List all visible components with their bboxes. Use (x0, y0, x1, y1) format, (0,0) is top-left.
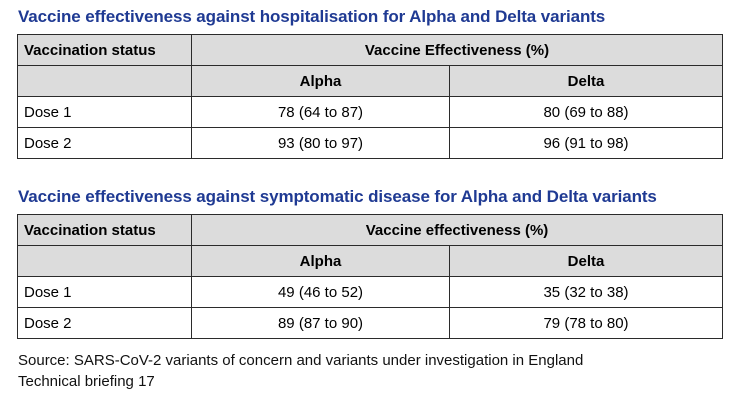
empty-header-cell (18, 66, 192, 97)
hospitalisation-table-title: Vaccine effectiveness against hospitalisation for Alpha and Delta variants (18, 7, 606, 26)
dose-label: Dose 1 (18, 277, 192, 308)
delta-header: Delta (450, 66, 723, 97)
empty-header-cell (18, 246, 192, 277)
vaccine-effectiveness-header: Vaccine Effectiveness (%) (192, 35, 723, 66)
alpha-value: 49 (46 to 52) (192, 277, 450, 308)
table-row (18, 277, 723, 308)
alpha-header: Alpha (192, 246, 450, 277)
source-line: Source: SARS-CoV-2 variants of concern and variants under investigation in England (18, 352, 584, 369)
vaccination-status-header: Vaccination status (18, 35, 192, 66)
vaccination-status-header: Vaccination status (18, 215, 192, 246)
dose-label: Dose 1 (18, 97, 192, 128)
source-line: Technical briefing 17 (18, 373, 155, 390)
dose-label: Dose 2 (18, 308, 192, 339)
delta-value: 79 (78 to 80) (450, 308, 723, 339)
symptomatic-table-title: Vaccine effectiveness against symptomatic disease for Alpha and Delta variants (18, 187, 657, 206)
dose-label: Dose 2 (18, 128, 192, 159)
delta-value: 80 (69 to 88) (450, 97, 723, 128)
alpha-value: 78 (64 to 87) (192, 97, 450, 128)
alpha-value: 93 (80 to 97) (192, 128, 450, 159)
table-row (18, 97, 723, 128)
hospitalisation-effectiveness-table (17, 34, 723, 159)
delta-value: 96 (91 to 98) (450, 128, 723, 159)
table-row (18, 128, 723, 159)
table-row (18, 308, 723, 339)
symptomatic-effectiveness-table (17, 214, 723, 339)
vaccine-effectiveness-header: Vaccine effectiveness (%) (192, 215, 723, 246)
alpha-header: Alpha (192, 66, 450, 97)
delta-header: Delta (450, 246, 723, 277)
alpha-value: 89 (87 to 90) (192, 308, 450, 339)
source-note (18, 350, 583, 392)
delta-value: 35 (32 to 38) (450, 277, 723, 308)
